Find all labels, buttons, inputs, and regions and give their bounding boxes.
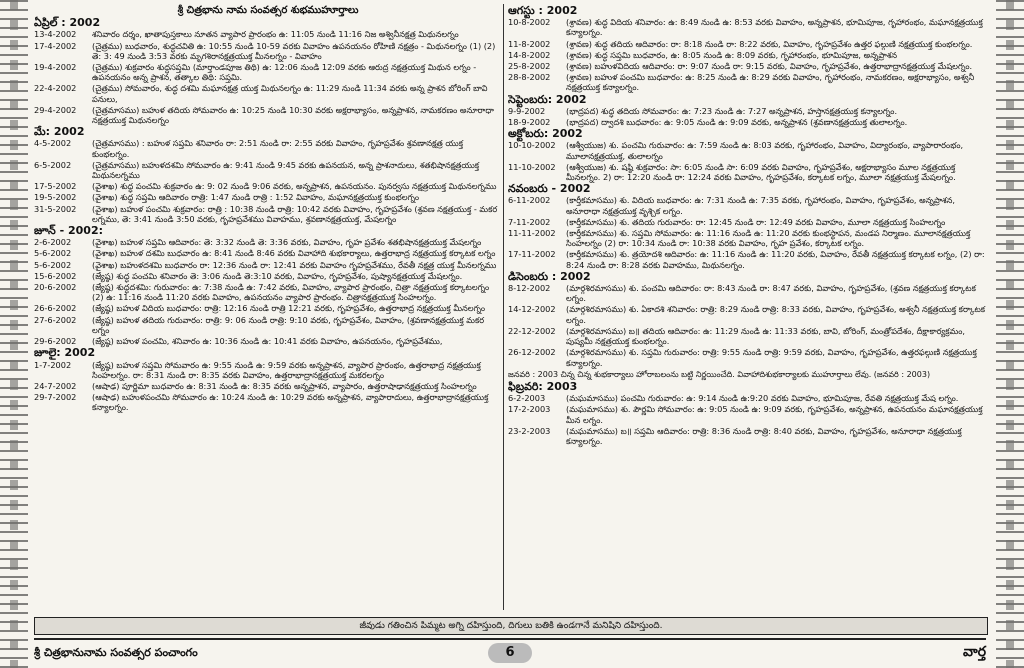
entry-date: 11-8-2002 [508,38,551,49]
entry-date: 10-8-2002 [508,17,551,28]
entry-text: (చైత్రము) బుధవారం, శుద్ధచవితి ఉ: 10:55 నుండి 10-59 వరకు వివాహం ఉపనయనం రోహిణి నక్షత్రం - మిథునలగ్నం (1) (2) తె: 3: 49 నుండి 3:53 వరకు మృగశిరానక్షత్రయుక్త మీనలగ్నం - వివాహం [92,40,496,61]
muhurtham-entry [34,282,502,302]
muhurtham-entry [34,336,502,346]
brand-logo: వార్త [963,644,986,660]
right-month-list [508,6,986,446]
entry-date: 1-7-2002 [34,359,72,370]
quote-banner: జీవుడు గతించిన పిమ్మట అగ్ని దహిస్తుంది, దిగులు బతికి ఉండగానే మనిషిని దహిస్తుంది. [34,617,988,635]
entry-text: (జ్యేష్ఠ) శుద్ధ పంచమి శనివారం తె: 3:06 నుండి తె:3:10 వరకు, వివాహం, గృహప్రవేశం, పుష్యానక్షత్రయుక్త మేషలగ్నం. [92,270,463,281]
entry-date: 24-7-2002 [34,380,77,391]
entry-text: (ఆషాఢ) బహుళపంచమి సోమవారం ఉ: 10:24 నుండి ఉ: 10:29 వరకు అన్నప్రాశన, వ్యాపారాదులు, ఉత్తరాభాద్రానక్షత్రయుక్త కన్యాలగ్నం. [92,392,489,413]
muhurtham-entry [508,404,986,424]
entry-date: 27-6-2002 [34,314,77,325]
muhurtham-entry [508,50,986,60]
month-heading: ఫిబ్రవరి: 2003 [508,379,578,393]
muhurtham-entry [508,347,986,367]
entry-date: 17-4-2002 [34,40,77,51]
muhurtham-entry [508,106,986,116]
muhurtham-entry [508,249,986,269]
entry-date: 26-6-2002 [34,303,77,314]
entry-text: (మార్గశిరమాసము) శు. పంచమి ఆదివారం: రా: 8:43 నుండి రా: 8:47 వరకు, వివాహం, గృహప్రవేశం, (శ్రవణ నక్షత్రయుక్త కర్కాటక లగ్నం. [566,283,976,304]
entry-date: 8-12-2002 [508,283,551,294]
entry-date: 22-12-2002 [508,325,556,336]
entry-date: 28-8-2002 [508,72,551,83]
month-heading: మే: 2002 [34,125,85,139]
decorative-border-left [0,0,28,668]
page-title: శ్రీ చిత్రభాను నామ సంవత్సర శుభముహూర్తాలు [177,5,359,16]
entry-text: (జ్యేష్ఠ) బహుళ పంచమి, శనివారం ఉ: 10:36 నుండి ఉ: 10:41 వరకు వివాహం, ఉపనయనం, గృహప్రవేశము, [92,336,443,347]
muhurtham-entry [508,283,986,303]
entry-date: 14-12-2002 [508,304,556,315]
muhurtham-entry [34,62,502,82]
entry-date: 6-2-2003 [508,393,546,404]
entry-text: (ఆషాఢ) పూర్ణిమా బుధవారం ఉ: 8:31 నుండి ఉ: 8:35 వరకు అన్నప్రాశన, వ్యాపారం, ఉత్తరాషాఢానక్షత్రయుక్త సింహలగ్నం [92,380,477,391]
entry-date: 29-7-2002 [34,392,77,403]
entry-date: 13-4-2002 [34,29,77,40]
entry-text: (మఘమాసము) బ॥ సప్తమి ఆదివారం: రాత్రి: 8:36 నుండి రాత్రి: 8:40 వరకు, వివాహం, గృహప్రవేశం, అనూరాధా నక్షత్రయుక్త కన్యాలగ్నం. [566,425,962,446]
right-column [508,4,986,612]
muhurtham-entry [34,181,502,191]
entry-text: శనివారం దర్శం, ఖాతాపుస్తకాలు నూతన వ్యాపార ప్రారంభం ఉ: 11:05 నుండి 11:16 నిజ అశ్వినీనక్షత్ర మిథునలగ్నం [92,29,459,40]
entry-text: (జ్యేష్ఠ) బహుళ తదియ గురువారం: రాత్రి: 9: 06 నుండి రాత్రి: 9:10 వరకు, గృహప్రవేశం, వివాహం, (శ్రవణానక్షత్రయుక్త మకర లగ్నం [92,314,485,335]
entry-text: (చైత్రము) శుక్రవారం శుద్ధసప్తమి (మార్తాండపూజ తిథి) ఉ: 12:06 నుండి 12:09 వరకు ఆరుద్ర నక్షత్రయుక్త మిథున లగ్నం - ఉపనయనం అన్న ప్రాశన, తత్కాల తిథి: సప్తమి. [92,62,477,83]
entry-date: 19-5-2002 [34,192,77,203]
entry-text: (చైత్రమాసము) : బహుళ సప్తమి శనివారం రా: 2:51 నుండి రా: 2:55 వరకు వివాహం, గృహప్రవేశం శ్రవణానక్షత్ర యుక్త కుంభలగ్నం. [92,138,464,159]
entry-text: (శ్రావణ) బహుళవిదియ ఆదివారం: రా: 9:07 నుండి రా: 9:15 వరకు, వివాహం, గృహప్రవేశం, ఉత్తరాభాద్రానక్షత్రయుక్త మేషలగ్నం. [566,61,973,72]
entry-text: (జ్యేష్ఠ) శుద్ధదశమి: గురువారం: ఉ: 7:38 నుండి ఉ: 7:42 వరకు, వివాహం, వ్యాపార ప్రారంభం, చిత్రా నక్షత్రయుక్త కర్కాటలగ్నం (2) ఉ: 11:16 నుండి 11:20 వరకు వివాహం, ఉపనయనం వ్యాపార ప్రారంభం. చిత్రానక్షత్రయుక్త సింహలగ్నం. [92,282,490,303]
muhurtham-entry [34,271,502,281]
month-heading: ఏప్రిల్ : 2002 [34,16,101,30]
muhurtham-entry [34,360,502,380]
entry-date: 14-8-2002 [508,49,551,60]
left-column [34,4,502,612]
entry-text: (వైశాఖ) బహుళ దశమి బుధవారం ఉ: 8:41 నుండి 8:46 వరకు వివాహాది శుభకార్యాలు, ఉత్తరాభాద్ర నక్షత్రయుక్త కర్కాటక లగ్నం [92,248,496,259]
column-divider [503,4,504,610]
month-heading: అక్టోబరు: 2002 [508,127,583,141]
entry-date: 15-6-2002 [34,270,77,281]
entry-date: 10-10-2002 [508,140,556,151]
entry-date: 5-6-2002 [34,259,72,270]
entry-text: (వైశాఖ) బహుళ సప్తమి ఆదివారం: తె: 3:32 నుండి తె: 3:36 వరకు, వివాహం, గృహ ప్రవేశం శతభిషానక్షత్రయుక్త మేషలగ్నం [92,237,482,248]
entry-text: (మఘమాసము) పంచమి గురువారం: ఉ: 9:14 నుండి ఉ:9:20 వరకు వివాహం, భూమిపూజ, రేవతి నక్షత్రయుక్త మేష లగ్నం. [566,393,959,404]
entry-date: 25-8-2002 [508,61,551,72]
entry-date: 29-6-2002 [34,336,77,347]
entry-text: (శ్రావణ) శుద్ధ తదియ ఆదివారం: రా: 8:18 నుండి రా: 8:22 వరకు, వివాహం, గృహప్రవేశం ఉత్తర ఫల్గుణి నక్షత్రయుక్త కుంభలగ్నం. [566,38,973,49]
entry-text: (చైత్రము) సోమవారం, శుద్ధ దశమి మఘానక్షత్ర యుక్త మిథునలగ్నం ఉ: 11:29 నుండి 11:34 వరకు అన్న ప్రాశన బోరింగ్ బావి పనులు, [92,83,488,104]
entry-text: (జ్యేష్ఠ) బహుళ సప్తమి సోమవారం ఉ: 9:55 నుండి ఉ: 9:59 వరకు అన్నప్రాశన, వ్యాపార ప్రారంభం, ఉత్తరాభాద్ర నక్షత్రయుక్త సింహలగ్నం. రా: 8:31 నుండి రా: 8:35 వరకు వివాహం, ఉత్తరాభాద్రానక్షత్రయుక్త మకరలగ్నం [92,359,481,380]
muhurtham-entry [34,192,502,202]
entry-text: (శ్రావణ) శుద్ధ విదియ శనివారం: ఉ: 8:49 నుండి ఉ: 8:53 వరకు వివాహం, అన్నప్రాశన, భూమిపూజ, గృహారంభం, మఘానక్షత్రయుక్త కన్యాలగ్నం. [566,17,983,38]
month-heading: ఆగస్టు : 2002 [508,4,578,17]
entry-text: (వైశాఖ) బహుళదశమి బుధవారం రా: 12:36 నుండి రా: 12:41 వరకు వివాహం గృహప్రవేశము, రేవతీ నక్షత్ర యుక్త మీనలగ్నము [92,259,497,270]
entry-date: 7-11-2002 [508,216,551,227]
footer-title: శ్రీ చిత్రభానునామ సంవత్సర పంచాంగం [34,646,198,659]
muhurtham-entry [508,426,986,446]
page-number: 6 [488,643,532,663]
muhurtham-entry [508,304,986,324]
muhurtham-entry [34,204,502,224]
muhurtham-entry [508,117,986,127]
muhurtham-entry [34,105,502,125]
entry-date: 19-4-2002 [34,62,77,73]
muhurtham-entry [508,217,986,227]
entry-text: (ఆశ్వీయుజ) శు. పంచమి గురువారం: ఉ: 7:59 నుండి ఉ: 8:03 వరకు, గృహారంభం, వివాహం, విద్యారంభం, వ్యాపారారంభం, మూలానక్షత్రయుక్త, తులాలగ్నం [566,140,964,161]
entry-text: (మార్గశిరమాసము) శు. ఏకాదశి శనివారం: రాత్రి: 8:29 నుండి రాత్రి: 8:33 వరకు, వివాహం, గృహప్రవేశం, అశ్వనీ నక్షత్రయుక్త కర్కాటక లగ్నం. [566,304,986,325]
muhurtham-entry [34,260,502,270]
entry-text: (చైత్రమాసము) బహుళదశమి సోమవారం ఉ: 9:41 నుండి 9:45 వరకు ఉపనయన, అన్న ప్రాశనాదులు, శతభిషానక్షత్రయుక్త మిథునలగ్నము [92,159,480,181]
entry-date: 18-9-2002 [508,117,551,128]
entry-date: 31-5-2002 [34,203,77,214]
entry-date: 6-5-2002 [34,159,72,170]
entry-text: (చైత్రమాసము) బహుళ తదియ సోమవారం ఉ: 10:25 నుండి 10:30 వరకు అక్షరాభ్యాసం, అన్నప్రాశన, నామకరణం అనూరాధా నక్షత్రయుక్త మిథునలగ్నం [92,104,494,126]
muhurtham-entry [34,315,502,335]
muhurtham-entry [508,61,986,71]
entry-text: (కార్తీకమాసము) శు. తదియ గురువారం: రా: 12:45 నుండి రా: 12:49 వరకు వివాహం, మూలా నక్షత్రయుక్త సింహలగ్నం [566,216,946,227]
muhurtham-entry [34,303,502,313]
entry-text: (వైశాఖ) బహుళ పంచమి శుక్రవారం: రాత్రి : 10:38 నుండి రాత్రి: 10:42 వరకు వివాహం, గృహప్రవేశం (శ్రవణ నక్షత్రయుక్త - మకర లగ్నము, తె: 3:41 నుండి 3:50 వరకు, గృహప్రవేశము వివాహము, శ్రవణానక్షత్రయుక్త, మేషలగ్నం [92,203,498,224]
muhurtham-entry [508,39,986,49]
january-note: జనవరి : 2003 చిన్న చిన్న శుభకార్యాలు హోరాబలంను బట్టి నిర్ణయించేది. వివాహాదిశుభకార్యాలకు ముహూర్తాలు లేవు. (జనవరి : 2003) [508,369,931,379]
entry-date: 11-10-2002 [508,161,556,172]
entry-text: (శ్రావణ) బహుళ పంచమి బుధవారం: ఉ: 8:25 నుండి ఉ: 8:29 వరకు వివాహం, గృహారంభం, నామకరణం, అక్షరాభ్యాసం, అశ్వనీ నక్షత్రయుక్త కన్యాలగ్నం. [566,72,975,93]
entry-text: (కార్తీకమాసము) శు. సప్తమి సోమవారం: ఉ: 11:16 నుండి ఉ: 11:20 వరకు కుంభస్థాపన, మండప నిర్మాణం. మూలానక్షత్రయుక్త సింహలగ్నం (2) రా: 10:34 నుండి రా: 10:38 వరకు వివాహం, గృహ ప్రవేశం, కర్కాటక లగ్నం. [566,228,971,249]
entry-date: 17-2-2003 [508,404,551,415]
muhurtham-entry [508,195,986,215]
muhurtham-entry [34,83,502,103]
entry-text: (జ్యేష్ఠ) బహుళ విదియ బుధవారం: రాత్రి: 12:16 నుండి రాత్రి 12:21 వరకు, గృహప్రవేశం, ఉత్తరాభాద్ర నక్షత్రయుక్త మీనలగ్నం [92,303,486,314]
entry-date: 4-5-2002 [34,138,72,149]
entry-date: 9-9-2002 [508,105,546,116]
entry-date: 26-12-2002 [508,347,556,358]
entry-date: 5-6-2002 [34,248,72,259]
entry-date: 17-11-2002 [508,249,556,260]
left-month-list [34,18,502,412]
decorative-border-right [996,0,1024,668]
entry-text: (వైశాఖ) శుద్ధ పంచమి శుక్రవారం ఉ: 9: 02 నుండి 9:06 వరకు, అన్నప్రాశన, ఉపనయనం. పునర్వసు నక్షత్రయుక్త మిథునలగ్నము [92,181,497,192]
month-heading: జూన్ - 2002: [34,224,104,238]
muhurtham-entry [34,248,502,258]
entry-text: (వైశాఖ) శుద్ధ సప్తమి ఆదివారం రాత్రి: 1:47 నుండి రాత్రి : 1:52 వివాహం, మఘానక్షత్రయుక్త కుంభలగ్నం [92,192,420,203]
entry-date: 29-4-2002 [34,104,77,115]
entry-text: (మార్గశిరమాసము) శు. సప్తమి గురువారం: రాత్రి: 9:55 నుండి రాత్రి: 9:59 వరకు, వివాహం, గృహప్రవేశం, ఉత్తరఫల్గుణి నక్షత్రయుక్త కన్యాలగ్నం. [566,347,977,368]
muhurtham-entry [508,228,986,248]
entry-date: 20-6-2002 [34,282,77,293]
entry-text: (శ్రావణ) శుద్ధ సప్తమి బుధవారం, ఉ: 8:05 నుండి ఉ: 8:09 వరకు, గృహారంభం, భూమిపూజ, అన్నప్రాశన [566,49,897,60]
entry-text: (మార్గశిరమాసము) బ॥ తదియ ఆదివారం: ఉ: 11:29 నుండి ఉ: 11:33 వరకు, బావి, బోరింగ్, మంత్రోపదేశం, దీక్షాకార్యక్రమం, పుష్యమీ నక్షత్రయుక్త కుంభలగ్నం. [566,325,965,347]
entry-date: 23-2-2003 [508,425,551,436]
muhurtham-entry [508,72,986,92]
muhurtham-entry [34,160,502,180]
muhurtham-entry [34,29,502,39]
entry-date: 11-11-2002 [508,228,556,239]
entry-date: 2-6-2002 [34,237,72,248]
footer [34,638,986,666]
entry-text: (కార్తీకమాసము) శు. విదియ బుధవారం: ఉ: 7:31 నుండి ఉ: 7:35 వరకు, గృహారంభం, వివాహం, గృహప్రవేశం, అన్నప్రాశన, అనూరాధా నక్షత్రయుక్త వృశ్చిక లగ్నం. [566,195,956,216]
muhurtham-entry [508,393,986,403]
muhurtham-entry [508,326,986,346]
entry-text: (భాద్రపద) ద్వాదశి బుధవారం: ఉ: 9:05 నుండి ఉ: 9:09 వరకు, అన్నప్రాశన (శ్రవణానక్షత్రయుక్త తులాలగ్నం. [566,117,908,128]
muhurtham-entry [34,138,502,158]
entry-date: 17-5-2002 [34,181,77,192]
muhurtham-entry [34,41,502,61]
muhurtham-entry [508,162,986,182]
muhurtham-entry [34,237,502,247]
muhurtham-entry [34,381,502,391]
muhurtham-entry [508,140,986,160]
entry-date: 6-11-2002 [508,195,551,206]
month-heading: సెప్టెంబరు: 2002 [508,92,587,106]
entry-text: (ఆశ్వీయుజ) శు. షష్ఠి శుక్రవారం: సా: 6:05 నుండి సా: 6:09 వరకు వివాహం, గృహప్రవేశం, అక్షరాభ్యాసం మూల నక్షత్రయుక్త మీనలగ్నం. 2) రా: 12:20 నుండి రా: 12:24 వరకు వివాహం, గృహప్రవేశం, కర్కాటక లగ్నం, మూలా నక్షత్రయుక్త మేషలగ్నం. [566,161,956,183]
muhurtham-entry [34,392,502,412]
month-heading: నవంబరు - 2002 [508,182,591,196]
muhurtham-entry [508,17,986,37]
entry-date: 22-4-2002 [34,83,77,94]
entry-text: (కార్తీకమాసము) శు. త్రయోదశి ఆదివారం: ఉ: 11:16 నుండి ఉ: 11:20 వరకు, వివాహం, రేవతీ నక్షత్రయుక్త కర్కాటక లగ్నం, (2) రా: 8:24 నుండి రా: 8:28 వరకు వివాహము, మిథునలగ్నం. [566,249,985,270]
entry-text: (భాద్రపద) శుద్ధ తదియ సోమవారం: ఉ: 7:23 నుండి ఉ: 7:27 అన్నప్రాశన, హస్తానక్షత్రయుక్త కన్యాలగ్నం. [566,105,898,116]
month-heading: జూలై: 2002 [34,346,96,360]
month-heading: డిసెంబరు : 2002 [508,269,591,283]
entry-text: (మఘమాసము) శు. పౌర్ణమి సోమవారం: ఉ: 9:05 నుండి ఉ: 9:09 వరకు, గృహప్రవేశం, అన్నప్రాశన, ఉపనయనం మఘానక్షత్రయుక్త మీన లగ్నం. [566,404,983,425]
